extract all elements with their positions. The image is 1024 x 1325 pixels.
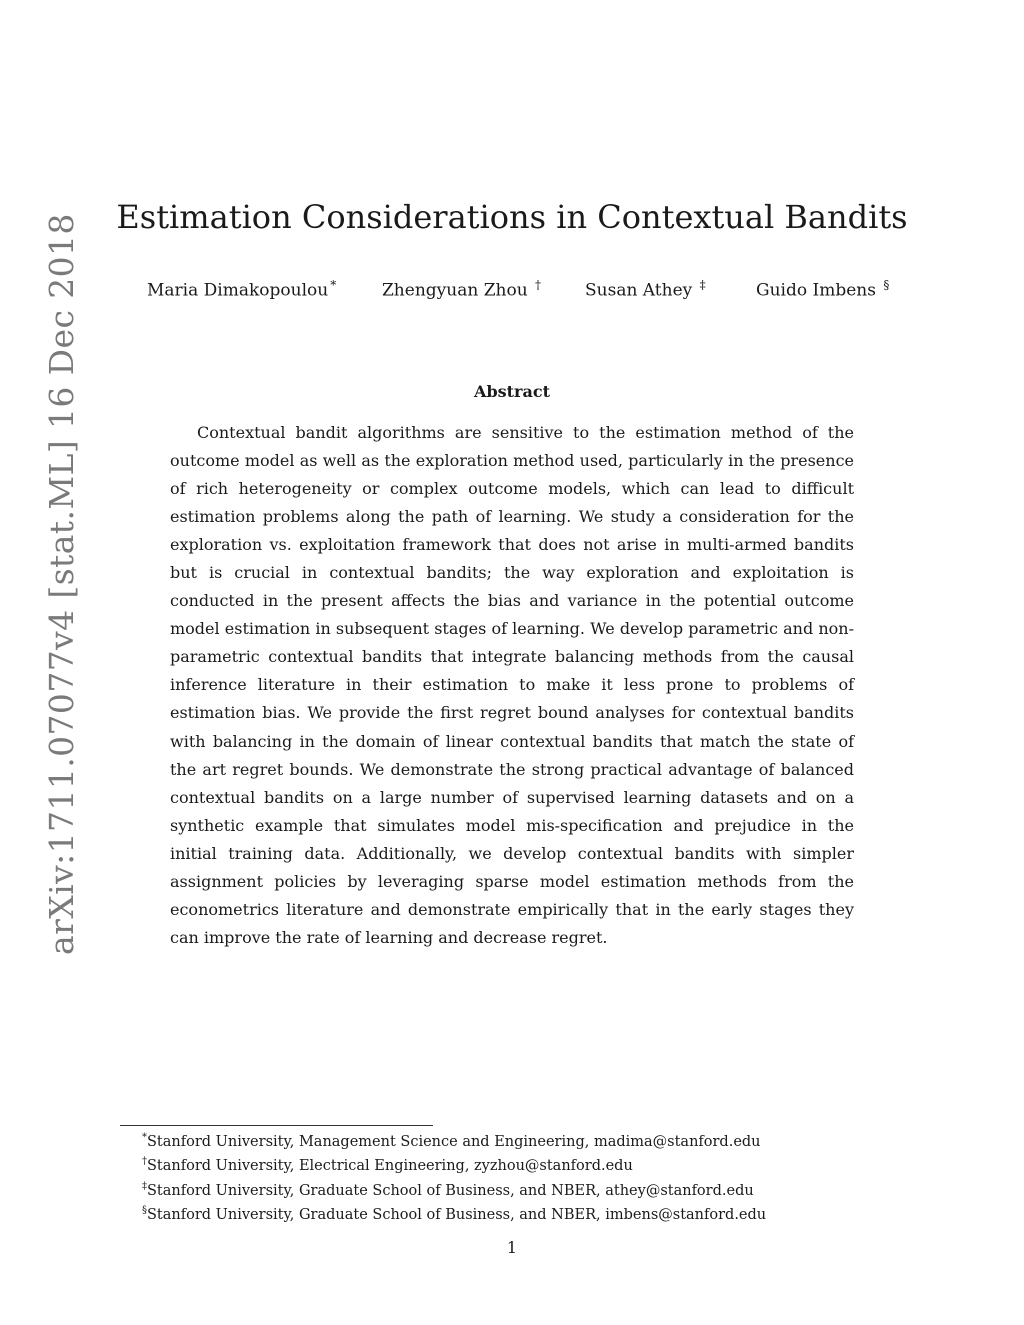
arxiv-identifier: arXiv:1711.07077v4 [stat.ML] 16 Dec 2018 <box>42 213 81 955</box>
author <box>382 278 541 301</box>
footnote <box>142 1128 766 1152</box>
author-name: Susan Athey <box>585 280 693 301</box>
footnote-mark: § <box>142 1204 147 1216</box>
footnote-text: Stanford University, Electrical Engineering, zyzhou@stanford.edu <box>147 1158 633 1175</box>
author <box>585 278 706 301</box>
footnote-divider <box>120 1125 433 1126</box>
footnote <box>142 1177 766 1201</box>
footnote-mark: ‡ <box>142 1180 147 1192</box>
author <box>147 278 336 301</box>
author-list <box>0 278 1024 308</box>
footnotes <box>142 1128 766 1225</box>
abstract-heading: Abstract <box>474 382 550 401</box>
author-name: Guido Imbens <box>756 280 876 301</box>
abstract-text: Contextual bandit algorithms are sensitive to the estimation method of the outcome model as well as the exploration method used, particularly in the presence of rich heterogeneity or complex outcome models, which can lead to difficult estimation problems along the path of learning. We study a consideration for the exploration vs. exploitation framework that does not arise in multi-armed bandits but is crucial in contextual bandits; the way exploration and exploitation is conducted in the present affects the bias and variance in the potential outcome model estimation in subsequent stages of learning. We develop parametric and non-parametric contextual bandits that integrate balancing methods from the causal inference literature in their estimation to make it less prone to problems of estimation bias. We provide the first regret bound analyses for contextual bandits with balancing in the domain of linear contextual bandits that match the state of the art regret bounds. We demonstrate the strong practical advantage of balanced contextual bandits on a large number of supervised learning datasets and on a synthetic example that simulates model mis-specification and prejudice in the initial training data. Additionally, we develop contextual bandits with simpler assignment policies by leveraging sparse model estimation methods from the econometrics literature and demonstrate empirically that in the early stages they can improve the rate of learning and decrease regret. <box>170 423 854 947</box>
author-footnote-mark: § <box>883 278 890 292</box>
page-number: 1 <box>506 1238 518 1257</box>
footnote <box>142 1152 766 1176</box>
author-footnote-mark: ‡ <box>699 278 706 292</box>
footnote-text: Stanford University, Graduate School of Business, and NBER, athey@stanford.edu <box>147 1182 754 1199</box>
footnote-mark: † <box>142 1156 147 1168</box>
author-name: Maria Dimakopoulou <box>147 280 329 301</box>
footnote-text: Stanford University, Management Science and Engineering, madima@stanford.edu <box>147 1133 761 1150</box>
author-footnote-mark: * <box>330 278 337 292</box>
footnote-mark: * <box>142 1132 147 1143</box>
author-footnote-mark: † <box>535 278 542 292</box>
footnote-text: Stanford University, Graduate School of Business, and NBER, imbens@stanford.edu <box>147 1206 767 1223</box>
footnote <box>142 1201 766 1225</box>
paper-title: Estimation Considerations in Contextual Bandits <box>116 198 908 236</box>
author <box>756 278 889 301</box>
author-name: Zhengyuan Zhou <box>382 280 528 301</box>
